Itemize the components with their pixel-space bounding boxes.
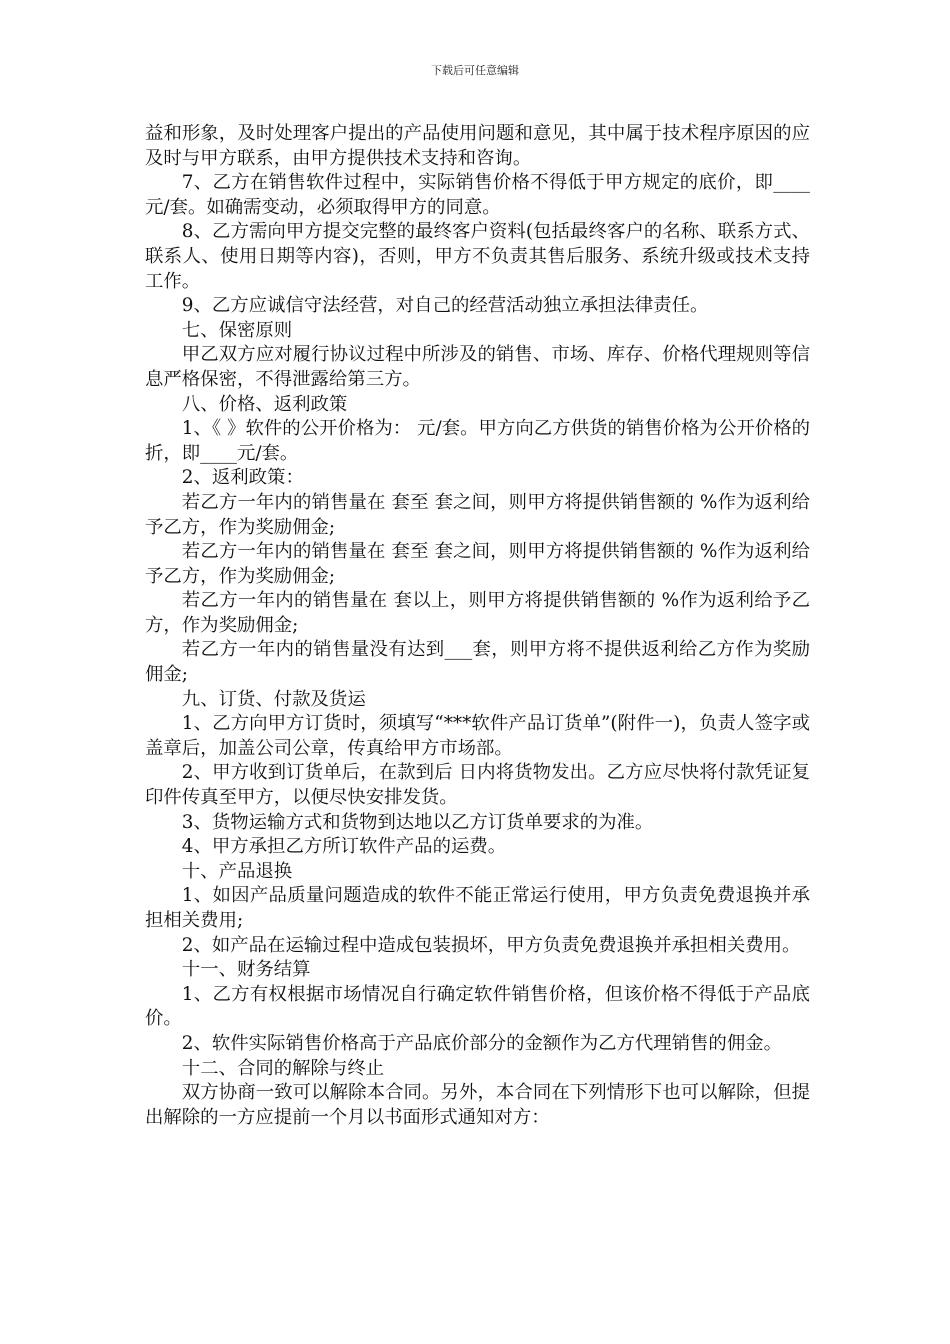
paragraph: 1、如因产品质量问题造成的软件不能正常运行使用，甲方负责免费退换并承担相关费用;	[145, 885, 810, 931]
paragraph: 1、乙方有权根据市场情况自行确定软件销售价格，但该价格不得低于产品底价。	[145, 983, 810, 1030]
paragraph: 1、乙方向甲方订货时，须填写“***软件产品订货单”(附件一)，负责人签字或盖章后，加盖公司公章，传真给甲方市场部。	[145, 713, 810, 759]
paragraph: 8、乙方需向甲方提交完整的最终客户资料(包括最终客户的名称、联系方式、联系人、使用日期等内容)，否则，甲方不负责其售后服务、系统升级或技术支持工作。	[145, 221, 810, 292]
section-heading: 十二、合同的解除与终止	[181, 1057, 385, 1079]
section-heading: 十一、财务结算	[181, 959, 311, 981]
paragraph: 4、甲方承担乙方所订软件产品的运费。	[181, 836, 507, 858]
paragraph: 若乙方一年内的销售量在 套至 套之间，则甲方将提供销售额的 %作为返利给予乙方，作为奖励佣金;	[145, 491, 810, 538]
page-header: 下载后可任意编辑	[431, 64, 519, 77]
paragraph: 若乙方一年内的销售量在 套以上，则甲方将提供销售额的 %作为返利给予乙方，作为奖励佣金;	[145, 590, 810, 636]
paragraph: 2、甲方收到订货单后，在款到后 日内将货物发出。乙方应尽快将付款凭证复印件传真至甲方，以便尽快安排发货。	[145, 762, 810, 809]
paragraph: 2、如产品在运输过程中造成包装损坏，甲方负责免费退换并承担相关费用。	[181, 934, 801, 956]
paragraph: 若乙方一年内的销售量没有达到___套，则甲方将不提供返利给乙方作为奖励佣金;	[145, 639, 810, 686]
paragraph: 若乙方一年内的销售量在 套至 套之间，则甲方将提供销售额的 %作为返利给予乙方，作为奖励佣金;	[145, 541, 810, 587]
section-heading: 八、价格、返利政策	[181, 393, 348, 415]
paragraph: 9、乙方应诚信守法经营，对自己的经营活动独立承担法律责任。	[181, 295, 709, 317]
section-heading: 九、订货、付款及货运	[181, 688, 366, 710]
paragraph: 2、软件实际销售价格高于产品底价部分的金额作为乙方代理销售的佣金。	[181, 1032, 782, 1054]
paragraph: 双方协商一致可以解除本合同。另外，本合同在下列情形下也可以解除，但提出解除的一方应提前一个月以书面形式通知对方：	[145, 1082, 810, 1128]
paragraph: 1、《 》软件的公开价格为： 元/套。甲方向乙方供货的销售价格为公开价格的 折，即____元/套。	[145, 418, 810, 464]
paragraph: 2、返利政策：	[181, 467, 304, 489]
section-heading: 七、保密原则	[181, 319, 293, 341]
paragraph: 甲乙双方应对履行协议过程中所涉及的销售、市场、库存、价格代理规则等信息严格保密，不得泄露给第三方。	[145, 344, 810, 390]
paragraph: 7、乙方在销售软件过程中，实际销售价格不得低于甲方规定的底价，即____元/套。如确需变动，必须取得甲方的同意。	[145, 172, 810, 218]
paragraph: 3、货物运输方式和货物到达地以乙方订货单要求的为准。	[181, 811, 654, 833]
document-body	[145, 122, 810, 1130]
paragraph: 益和形象，及时处理客户提出的产品使用问题和意见，其中属于技术程序原因的应及时与甲方联系，由甲方提供技术支持和咨询。	[145, 123, 810, 169]
section-heading: 十、产品退换	[181, 860, 293, 882]
